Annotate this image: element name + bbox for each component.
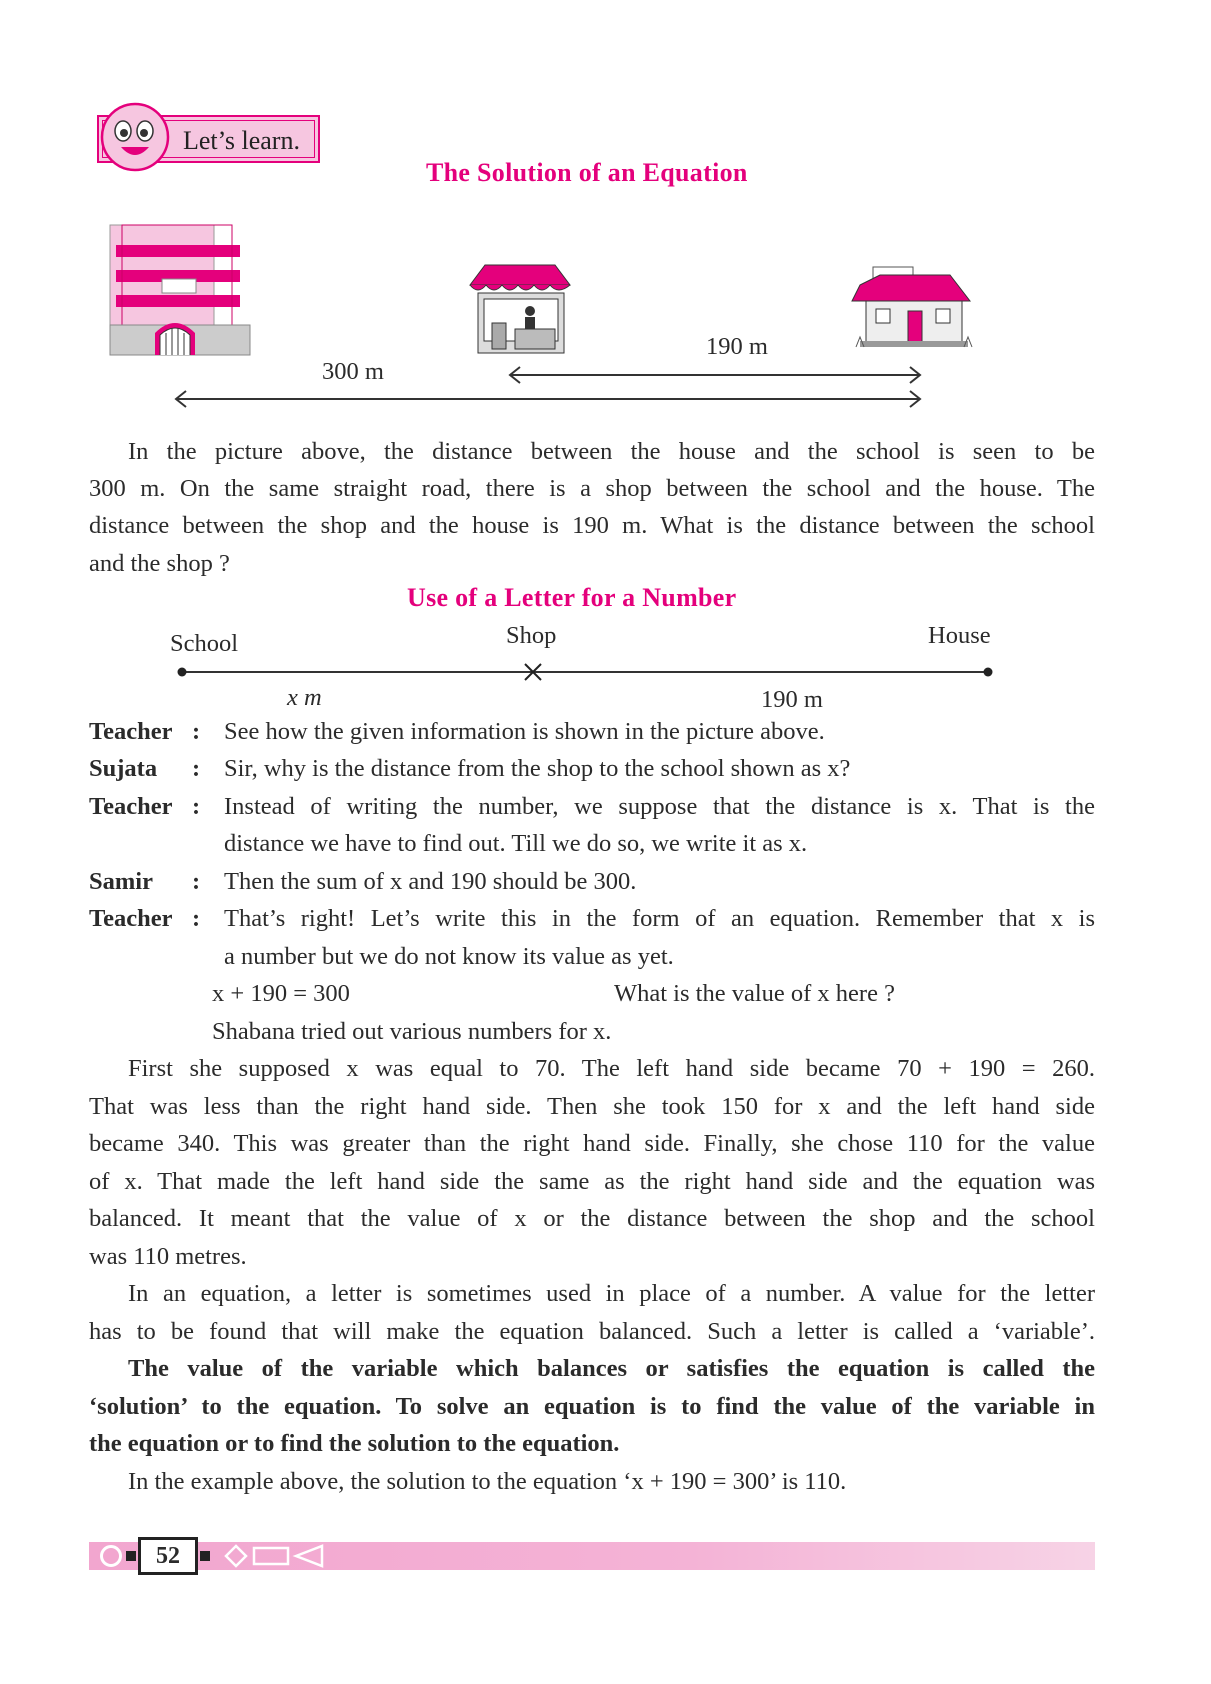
house-label: House [928, 622, 991, 649]
subtitle: Use of a Letter for a Number [407, 583, 737, 612]
badge-label: Let’s learn. [183, 126, 300, 155]
speaker-teacher-2: Teacher [89, 793, 173, 820]
question: What is the value of x here ? [614, 980, 895, 1007]
definition-line-1: The value of the variable which balances or satisfies the equation is called the [128, 1355, 1095, 1382]
distance-300-label: 300 m [322, 358, 384, 385]
footer-shapes [96, 1540, 356, 1572]
school-building-icon [110, 225, 250, 355]
distance-190-label: 190 m [706, 333, 768, 360]
x-distance-label: x m [287, 684, 322, 711]
body1-line-5: balanced. It meant that the value of x or the distance between the shop and the school [89, 1205, 1095, 1232]
dialogue-3-line-2: distance we have to find out. Till we do so, we write it as x. [224, 830, 808, 857]
speaker-sujata: Sujata [89, 755, 158, 782]
body1-line-1: First she supposed x was equal to 70. The left hand side became 70 + 190 = 260. [128, 1055, 1095, 1082]
triangle-shape-icon [296, 1546, 322, 1566]
house-icon [852, 267, 972, 347]
school-shop-house-figure [100, 215, 1050, 415]
intro-line-4: and the shop ? [89, 550, 230, 577]
rectangle-shape-icon [254, 1548, 288, 1564]
shop-label: Shop [506, 622, 557, 649]
dialogue-2-line-1: Sir, why is the distance from the shop to the school shown as x? [224, 755, 851, 782]
smiley-face-icon [99, 101, 171, 173]
speaker-teacher-3: Teacher [89, 905, 173, 932]
intro-line-3: distance between the shop and the house is 190 m. What is the distance between the school [89, 512, 1095, 539]
dialogue-3-line-1: Instead of writing the number, we suppose that the distance is x. That is the [224, 793, 1095, 820]
body2-line-1: In an equation, a letter is sometimes used in place of a number. A value for the letter [128, 1280, 1095, 1307]
intro-line-1: In the picture above, the distance between the house and the school is seen to be [128, 438, 1095, 465]
section-title: The Solution of an Equation [426, 158, 748, 187]
shop-icon [470, 265, 570, 353]
speaker-teacher-1: Teacher [89, 718, 173, 745]
body1-line-3: became 340. This was greater than the right hand side. Finally, she chose 110 for the value [89, 1130, 1095, 1157]
body1-line-6: was 110 metres. [89, 1243, 247, 1270]
dialogue-4-line-1: Then the sum of x and 190 should be 300. [224, 868, 637, 895]
number-line [170, 660, 1000, 684]
body1-line-2: That was less than the right hand side. Then she took 150 for x and the left hand side [89, 1093, 1095, 1120]
body2-line-2: has to be found that will make the equation balanced. Such a letter is called a ‘variable’. [89, 1318, 1095, 1345]
definition-line-3: the equation or to find the solution to the equation. [89, 1430, 620, 1457]
shabana-line: Shabana tried out various numbers for x. [212, 1018, 612, 1045]
school-label: School [170, 630, 239, 657]
intro-line-2: 300 m. On the same straight road, there is a shop between the school and the house. The [89, 475, 1095, 502]
diamond-shape-icon [226, 1546, 246, 1566]
dialogue-5-line-2: a number but we do not know its value as yet. [224, 943, 674, 970]
definition-line-2: ‘solution’ to the equation. To solve an equation is to find the value of the variable in [89, 1393, 1095, 1420]
page-number: 52 [138, 1537, 198, 1575]
speaker-samir: Samir [89, 868, 153, 895]
body1-line-4: of x. That made the left hand side the same as the right hand side and the equation was [89, 1168, 1095, 1195]
equation: x + 190 = 300 [212, 980, 350, 1007]
dialogue-5-line-1: That’s right! Let’s write this in the form of an equation. Remember that x is [224, 905, 1095, 932]
example-line: In the example above, the solution to the equation ‘x + 190 = 300’ is 110. [128, 1468, 847, 1495]
dialogue-1-line-1: See how the given information is shown in the picture above. [224, 718, 825, 745]
distance-190-label-2: 190 m [761, 686, 823, 713]
